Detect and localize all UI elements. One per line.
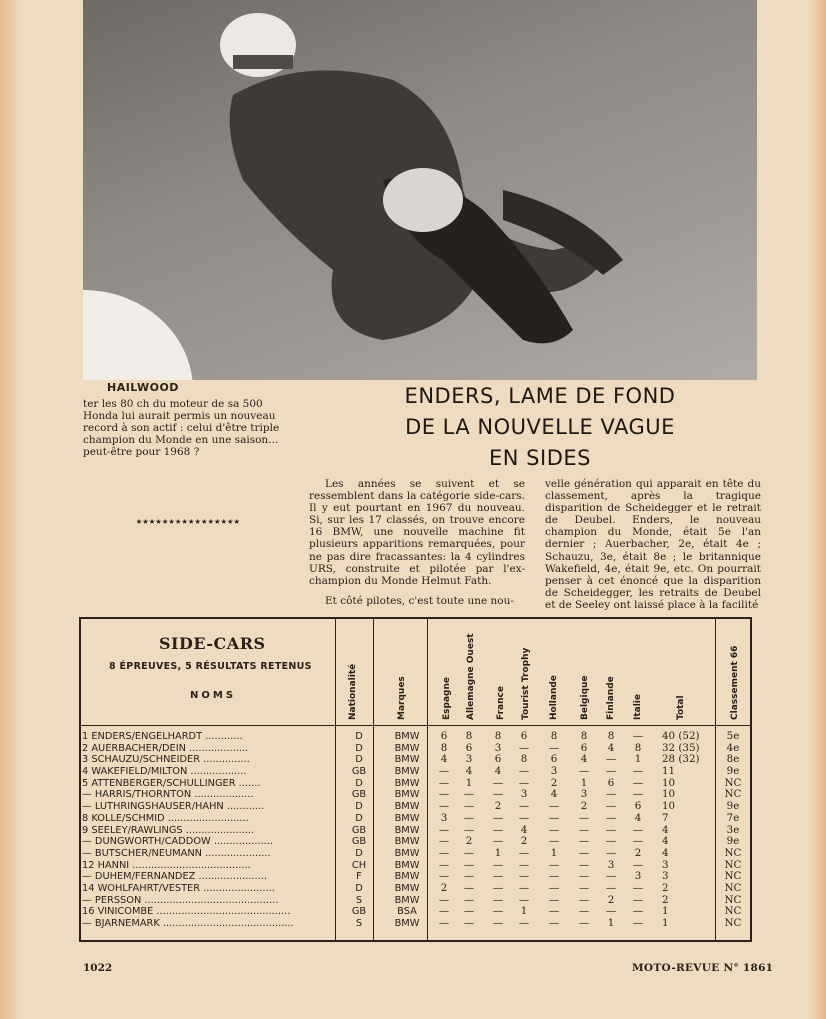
score-cell: — <box>632 776 644 789</box>
rider-name: 9 SEELEY/RAWLINGS ...................... <box>82 824 255 836</box>
marque-cell: BMW <box>394 731 420 742</box>
score-cell: — <box>548 893 560 906</box>
score-cell: — <box>605 788 617 801</box>
classement-cell: NC <box>724 776 742 789</box>
rider-name: 8 KOLLE/SCHMID .......................... <box>82 812 249 824</box>
score-cell: — <box>548 835 560 848</box>
score-cell: — <box>578 835 590 848</box>
marque-cell: BMW <box>394 812 420 824</box>
marque-cell: BMW <box>394 894 420 906</box>
score-cell: — <box>632 893 644 906</box>
score-cell: — <box>632 905 644 918</box>
score-cell: — <box>438 823 450 836</box>
score-cell: 3 <box>580 788 588 801</box>
score-cell: — <box>605 800 617 813</box>
score-cell: — <box>492 881 504 894</box>
score-cell: — <box>548 870 560 883</box>
article-title-line: EN SIDES <box>489 446 591 470</box>
marque-cell: BMW <box>394 882 420 894</box>
score-cell: — <box>548 741 560 754</box>
score-cell: 2 <box>580 800 588 813</box>
score-cell: 8 <box>494 730 502 742</box>
score-cell: 1 <box>520 905 528 918</box>
score-cell: — <box>605 811 617 824</box>
classement-cell: 7e <box>726 811 740 824</box>
score-cell: — <box>492 858 504 871</box>
score-cell: — <box>605 846 617 859</box>
score-cell: — <box>492 788 504 801</box>
score-cell: 2 <box>520 835 528 848</box>
nationality-cell: D <box>355 754 363 766</box>
page-number: 1022 <box>83 962 113 974</box>
marque-cell: BMW <box>394 766 420 778</box>
score-cell: — <box>492 835 504 848</box>
classement-cell: 5e <box>726 730 740 742</box>
rider-name: 5 ATTENBERGER/SCHULLINGER ....... <box>82 777 261 789</box>
score-cell: — <box>605 870 617 883</box>
classement-cell: NC <box>724 858 742 871</box>
score-cell: — <box>548 858 560 871</box>
classement-cell: 4e <box>726 741 740 754</box>
score-cell: — <box>632 765 644 778</box>
score-cell: — <box>492 811 504 824</box>
score-cell: — <box>492 917 504 929</box>
score-cell: 2 <box>440 881 448 894</box>
total-cell: 4 <box>662 846 669 859</box>
article-paragraph: Les années se suivent et se ressemblent dans la catégorie side-cars. Il y eut pourtant en 1967 du nouveau. Si, sur les 17 classés, on trouve encore 16 BMW, une nouvelle machine fit plusieurs apparitions remarquées, pour ne pas dire fracassantes: la 4 cylindres URS, construite et pilotée par l'ex-champion du Monde Helmut Fath. <box>309 478 525 587</box>
score-cell: 8 <box>550 730 558 742</box>
score-cell: 4 <box>440 753 448 766</box>
marque-cell: BMW <box>394 847 420 859</box>
score-cell: — <box>578 870 590 883</box>
total-cell: 10 <box>662 800 676 813</box>
score-cell: — <box>632 881 644 894</box>
table-noms-header: NOMS <box>190 690 237 701</box>
article-title-line: DE LA NOUVELLE VAGUE <box>405 415 675 439</box>
score-cell: — <box>438 917 450 929</box>
score-cell: 3 <box>634 870 642 883</box>
rider-name: — HARRIS/THORNTON ................... <box>82 789 254 801</box>
rider-name: 12 HANNI ...................................... <box>82 859 251 871</box>
score-cell: 8 <box>440 741 448 754</box>
magazine-issue: MOTO-REVUE N° 1861 <box>632 962 774 974</box>
nationality-cell: GB <box>351 766 367 778</box>
score-cell: — <box>518 741 530 754</box>
score-cell: 2 <box>634 846 642 859</box>
score-cell: 4 <box>580 753 588 766</box>
score-cell: — <box>518 858 530 871</box>
total-cell: 10 <box>662 776 676 789</box>
total-cell: 40 (52) <box>662 730 700 742</box>
score-cell: — <box>492 893 504 906</box>
marque-cell: BMW <box>394 836 420 848</box>
score-cell: — <box>463 846 475 859</box>
rider-name: 1 ENDERS/ENGELHARDT ............ <box>82 731 243 742</box>
score-cell: 3 <box>494 741 502 754</box>
total-cell: 3 <box>662 870 669 883</box>
score-cell: — <box>463 870 475 883</box>
score-cell: 2 <box>494 800 502 813</box>
score-cell: — <box>548 811 560 824</box>
score-cell: — <box>438 870 450 883</box>
score-cell: — <box>548 800 560 813</box>
marque-cell: BSA <box>397 906 417 918</box>
score-cell: — <box>632 835 644 848</box>
score-cell: — <box>492 905 504 918</box>
score-cell: — <box>605 835 617 848</box>
rider-name: 14 WOHLFAHRT/VESTER ....................... <box>82 882 275 894</box>
total-cell: 10 <box>662 788 676 801</box>
score-cell: — <box>463 800 475 813</box>
score-cell: 8 <box>580 730 588 742</box>
col-header-allemagne: Allemagne Ouest <box>466 633 476 720</box>
score-cell: — <box>463 905 475 918</box>
page-edge-left <box>0 0 22 1019</box>
nationality-cell: GB <box>351 789 367 801</box>
classement-cell: NC <box>724 881 742 894</box>
marque-cell: BMW <box>394 754 420 766</box>
score-cell: 3 <box>550 765 558 778</box>
score-cell: 6 <box>607 776 615 789</box>
col-header-classement-66: Classement 66 <box>730 645 740 720</box>
rider-name: 3 SCHAUZU/SCHNEIDER ............... <box>82 754 250 766</box>
score-cell: 4 <box>520 823 528 836</box>
rider-name: 2 AUERBACHER/DEIN ................... <box>82 742 249 754</box>
classement-cell: NC <box>724 846 742 859</box>
score-cell: — <box>492 870 504 883</box>
score-cell: 4 <box>634 811 642 824</box>
marque-cell: BMW <box>394 742 420 754</box>
classement-cell: NC <box>724 788 742 801</box>
marque-cell: BMW <box>394 789 420 801</box>
col-header-total: Total <box>676 695 686 720</box>
nationality-cell: GB <box>351 836 367 848</box>
nationality-cell: D <box>355 742 363 754</box>
total-cell: 32 (35) <box>662 741 700 754</box>
marque-cell: BMW <box>394 777 420 789</box>
rider-name: — DUNGWORTH/CADDOW ................... <box>82 836 274 848</box>
score-cell: 8 <box>520 753 528 766</box>
score-cell: 2 <box>607 893 615 906</box>
table-divider <box>715 617 716 942</box>
classement-cell: 8e <box>726 753 740 766</box>
col-header-italie: Italie <box>633 694 643 720</box>
score-cell: — <box>632 788 644 801</box>
nationality-cell: D <box>355 882 363 894</box>
score-cell: — <box>463 917 475 929</box>
score-cell: — <box>438 846 450 859</box>
score-cell: 6 <box>440 730 448 742</box>
total-cell: 1 <box>662 917 669 929</box>
score-cell: 1 <box>494 846 502 859</box>
score-cell: 4 <box>607 741 615 754</box>
nationality-cell: GB <box>351 906 367 918</box>
score-cell: — <box>605 765 617 778</box>
score-cell: — <box>518 881 530 894</box>
marque-cell: BMW <box>394 859 420 871</box>
rider-name: — BJARNEMARK .......................................... <box>82 918 294 929</box>
rider-name: 4 WAKEFIELD/MILTON .................. <box>82 766 247 778</box>
classement-cell: 3e <box>726 823 740 836</box>
nationality-cell: D <box>355 731 363 742</box>
score-cell: 3 <box>607 858 615 871</box>
rider-name: — LUTHRINGSHAUSER/HAHN ............ <box>82 801 265 813</box>
nationality-cell: CH <box>351 859 367 871</box>
score-cell: — <box>632 823 644 836</box>
score-cell: — <box>578 858 590 871</box>
photo-caption-text: ter les 80 ch du moteur de sa 500 Honda lui aurait permis un nouveau record à son actif : celui d'être triple champion du Monde en une saison... peut-être pour 1968 ? <box>83 398 280 458</box>
score-cell: 3 <box>465 753 473 766</box>
score-cell: — <box>463 893 475 906</box>
total-cell: 4 <box>662 823 669 836</box>
score-cell: 1 <box>634 753 642 766</box>
score-cell: — <box>438 765 450 778</box>
score-cell: — <box>492 776 504 789</box>
photo-caption-name: HAILWOOD <box>107 381 179 394</box>
marque-cell: BMW <box>394 824 420 836</box>
col-header-france: France <box>496 686 506 720</box>
score-cell: — <box>632 858 644 871</box>
article-title <box>330 381 750 474</box>
total-cell: 1 <box>662 905 669 918</box>
score-cell: — <box>605 905 617 918</box>
col-header-finlande: Finlande <box>606 676 616 720</box>
score-cell: — <box>578 846 590 859</box>
score-cell: — <box>518 917 530 929</box>
nationality-cell: D <box>355 777 363 789</box>
score-cell: 6 <box>494 753 502 766</box>
col-header-espagne: Espagne <box>442 677 452 720</box>
rider-name: 16 VINICOMBE ........................................... <box>82 906 291 918</box>
score-cell: — <box>605 753 617 766</box>
score-cell: — <box>548 881 560 894</box>
score-cell: — <box>518 893 530 906</box>
score-cell: — <box>438 800 450 813</box>
score-cell: — <box>463 823 475 836</box>
article-title-line: ENDERS, LAME DE FOND <box>404 384 676 408</box>
score-cell: — <box>438 776 450 789</box>
star-separator: ★★★★★★★★★★★★★★★★ <box>136 516 241 527</box>
rider-name: — DUHEM/FERNANDEZ ...................... <box>82 871 267 883</box>
nationality-cell: GB <box>351 824 367 836</box>
score-cell: — <box>518 846 530 859</box>
score-cell: 1 <box>550 846 558 859</box>
col-header-belgique: Belgique <box>580 675 590 720</box>
score-cell: — <box>518 870 530 883</box>
score-cell: — <box>578 905 590 918</box>
score-cell: — <box>463 858 475 871</box>
score-cell: — <box>605 881 617 894</box>
score-cell: — <box>578 811 590 824</box>
score-cell: — <box>578 765 590 778</box>
classement-cell: NC <box>724 917 742 929</box>
score-cell: — <box>578 893 590 906</box>
score-cell: — <box>578 823 590 836</box>
classement-cell: NC <box>724 893 742 906</box>
total-cell: 2 <box>662 893 669 906</box>
total-cell: 2 <box>662 881 669 894</box>
score-cell: 6 <box>634 800 642 813</box>
score-cell: 1 <box>607 917 615 929</box>
total-cell: 7 <box>662 811 669 824</box>
col-header-hollande: Hollande <box>549 675 559 720</box>
score-cell: 4 <box>494 765 502 778</box>
score-cell: — <box>548 905 560 918</box>
score-cell: 4 <box>550 788 558 801</box>
score-cell: — <box>438 905 450 918</box>
nationality-cell: S <box>355 918 363 929</box>
score-cell: 6 <box>520 730 528 742</box>
score-cell: — <box>438 835 450 848</box>
photo-motorcyclist <box>83 0 757 380</box>
col-header-tourist-trophy: Tourist Trophy <box>521 647 531 720</box>
classement-cell: 9e <box>726 800 740 813</box>
classement-cell: 9e <box>726 835 740 848</box>
score-cell: — <box>518 776 530 789</box>
article-column-2 <box>545 478 761 619</box>
nationality-cell: D <box>355 812 363 824</box>
score-cell: — <box>632 730 644 742</box>
score-cell: — <box>605 823 617 836</box>
table-title: SIDE-CARS <box>159 634 266 653</box>
score-cell: — <box>518 800 530 813</box>
nationality-cell: D <box>355 847 363 859</box>
table-header-rule <box>79 725 752 726</box>
nationality-cell: F <box>356 871 362 883</box>
score-cell: — <box>632 917 644 929</box>
score-cell: — <box>463 788 475 801</box>
score-cell: — <box>463 811 475 824</box>
total-cell: 4 <box>662 835 669 848</box>
score-cell: 6 <box>580 741 588 754</box>
total-cell: 28 (32) <box>662 753 700 766</box>
score-cell: — <box>438 788 450 801</box>
table-divider <box>427 617 428 942</box>
score-cell: 1 <box>465 776 473 789</box>
table-divider <box>335 617 336 942</box>
score-cell: 8 <box>465 730 473 742</box>
classement-cell: NC <box>724 905 742 918</box>
classement-cell: 9e <box>726 765 740 778</box>
score-cell: 3 <box>520 788 528 801</box>
score-cell: 2 <box>550 776 558 789</box>
rider-name: — PERSSON ........................................... <box>82 894 279 906</box>
marque-cell: BMW <box>394 918 420 929</box>
nationality-cell: S <box>355 894 363 906</box>
page-edge-right <box>808 0 826 1019</box>
score-cell: 1 <box>580 776 588 789</box>
col-header-marques: Marques <box>397 676 407 720</box>
score-cell: — <box>518 811 530 824</box>
score-cell: — <box>518 765 530 778</box>
article-column-1 <box>309 478 525 615</box>
score-cell: 4 <box>465 765 473 778</box>
score-cell: — <box>578 881 590 894</box>
score-cell: 6 <box>465 741 473 754</box>
total-cell: 3 <box>662 858 669 871</box>
score-cell: — <box>578 917 590 929</box>
score-cell: — <box>438 893 450 906</box>
score-cell: — <box>438 858 450 871</box>
article-paragraph: velle génération qui apparait en tête du classement, après la tragique disparition de Scheidegger et le retrait de Deubel. Enders, le nouveau champion du Monde, était 5e l'an dernier ; Auerbacher, 2e, était 4e ; Schauzu, 3e, était 8e ; le britannique Wakefield, 4e, était 9e, etc. On pourrait penser à cet énoncé que la disparition de Scheidegger, les retraits de Deubel et de Seeley ont laissé place à la facilité <box>545 478 761 611</box>
table-subtitle: 8 ÉPREUVES, 5 RÉSULTATS RETENUS <box>109 661 312 672</box>
article-paragraph: Et côté pilotes, c'est toute une nou- <box>325 594 514 607</box>
rider-name: — BUTSCHER/NEUMANN ..................... <box>82 847 271 859</box>
score-cell: — <box>463 881 475 894</box>
score-cell: 8 <box>607 730 615 742</box>
marque-cell: BMW <box>394 801 420 813</box>
score-cell: 8 <box>634 741 642 754</box>
score-cell: 6 <box>550 753 558 766</box>
score-cell: — <box>492 823 504 836</box>
score-cell: 2 <box>465 835 473 848</box>
nationality-cell: D <box>355 801 363 813</box>
classement-cell: NC <box>724 870 742 883</box>
marque-cell: BMW <box>394 871 420 883</box>
score-cell: — <box>548 823 560 836</box>
total-cell: 11 <box>662 765 676 778</box>
score-cell: — <box>548 917 560 929</box>
score-cell: 3 <box>440 811 448 824</box>
col-header-nationalite: Nationalité <box>348 663 358 720</box>
